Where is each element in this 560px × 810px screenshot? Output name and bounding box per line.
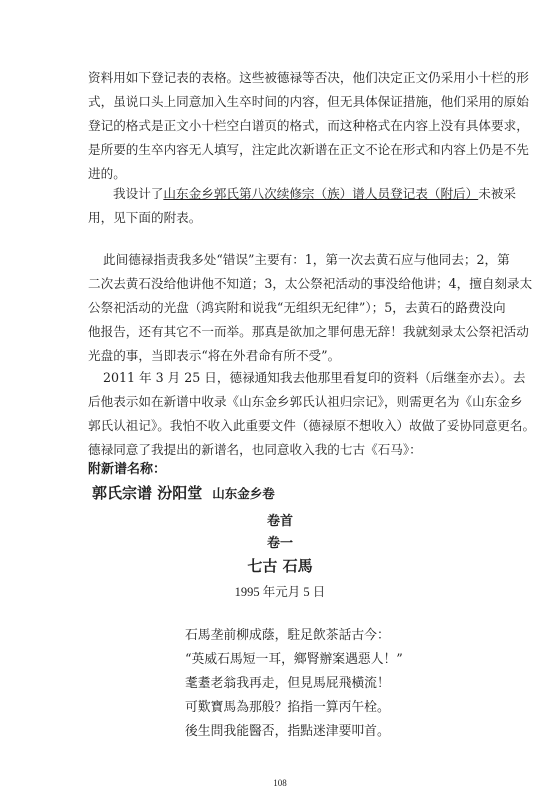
poem-title: 七古 石馬: [247, 557, 313, 575]
text-line: 用，见下面的附表。: [88, 210, 202, 225]
text-line: 资料用如下登记表的表格。这些被德禄等否决，他们决定正文仍采用小十栏的形: [88, 70, 529, 85]
page-number: 108: [273, 778, 287, 788]
poem-line: 石馬垄前柳成蔭，駐足飲茶話古今：: [185, 628, 390, 643]
text-line: 二次去黄石没给他讲他不知道；3，太公祭祀活动的事没给他讲；4，擅自刻录太: [88, 276, 533, 291]
genealogy-title-main: 郭氏宗谱 汾阳堂: [92, 484, 203, 502]
text-line: 此间德禄指责我多处“错误”主要有：1，第一次去黄石应与他同去；2，第: [103, 252, 510, 267]
text-line: 德禄同意了我提出的新谱名，也同意收入我的七古《石马》：: [88, 442, 422, 457]
poem-date: 1995 年元月 5 日: [234, 585, 326, 599]
poem-line: 耄耋老翁我再走，但見馬屁飛橫流！: [185, 676, 390, 691]
volume-heading: 卷首: [266, 514, 293, 529]
poem-body: [185, 624, 485, 744]
text-segment: 我设计了: [113, 186, 164, 201]
poem-line: 可歎寶馬為那般？掐指一算丙午栓。: [185, 700, 390, 715]
registration-form-link[interactable]: 山东金乡郭氏第八次续修宗（族）谱人员登记表（附后）: [163, 186, 479, 201]
text-line: [88, 182, 516, 206]
genealogy-subtitle: 山东金乡卷: [212, 486, 275, 501]
text-line: 是所要的生卒内容无人填写，注定此次新谱在正文不论在形式和内容上仍是不先: [88, 142, 529, 157]
volume-one-heading: 卷一: [266, 536, 293, 551]
text-line: 后他表示如在新谱中收录《山东金乡郭氏认祖归宗记》，则需更名为《山东金乡: [88, 394, 523, 409]
appendix-heading: 附新谱名称：: [88, 462, 167, 477]
poem-line: “英威石馬短一耳，鄉腎辦案遇惡人！”: [185, 652, 403, 667]
text-line: 进的。: [88, 166, 126, 181]
poem-line: 後生問我能醫否，指點迷津要叩首。: [185, 724, 390, 739]
text-line: 式，虽说口头上同意加入生卒时间的内容，但无具体保证措施，他们采用的原始: [88, 94, 529, 109]
text-line: 登记的格式是正文小十栏空白谱页的格式，而这种格式在内容上没有具体要求，: [88, 118, 529, 133]
paragraph-registration-format: [88, 66, 529, 186]
paragraph-accusations: [88, 248, 533, 368]
text-line: 公祭祀活动的光盘（鸿宾附和说我“无组织无纪律”）；5，去黄石的路费没向: [88, 300, 506, 315]
paragraph-new-genealogy-name: [88, 366, 536, 462]
text-line: 光盘的事，当即表示“将在外君命有所不受”。: [88, 348, 341, 363]
paragraph-registration-form: [88, 182, 516, 230]
text-line: 2011 年 3 月 25 日，德禄通知我去他那里看复印的资料（后继奎亦去）。去: [103, 370, 526, 385]
genealogy-title: [92, 482, 275, 503]
text-line: 郭氏认祖记》。我怕不收入此重要文件（德禄原不想收入）故做了妥协同意更名。: [88, 418, 536, 433]
text-segment: 未被采: [478, 186, 516, 201]
text-line: 他报告，还有其它不一而举。那真是欲加之罪何患无辞！我就刻录太公祭祀活动: [88, 324, 529, 339]
